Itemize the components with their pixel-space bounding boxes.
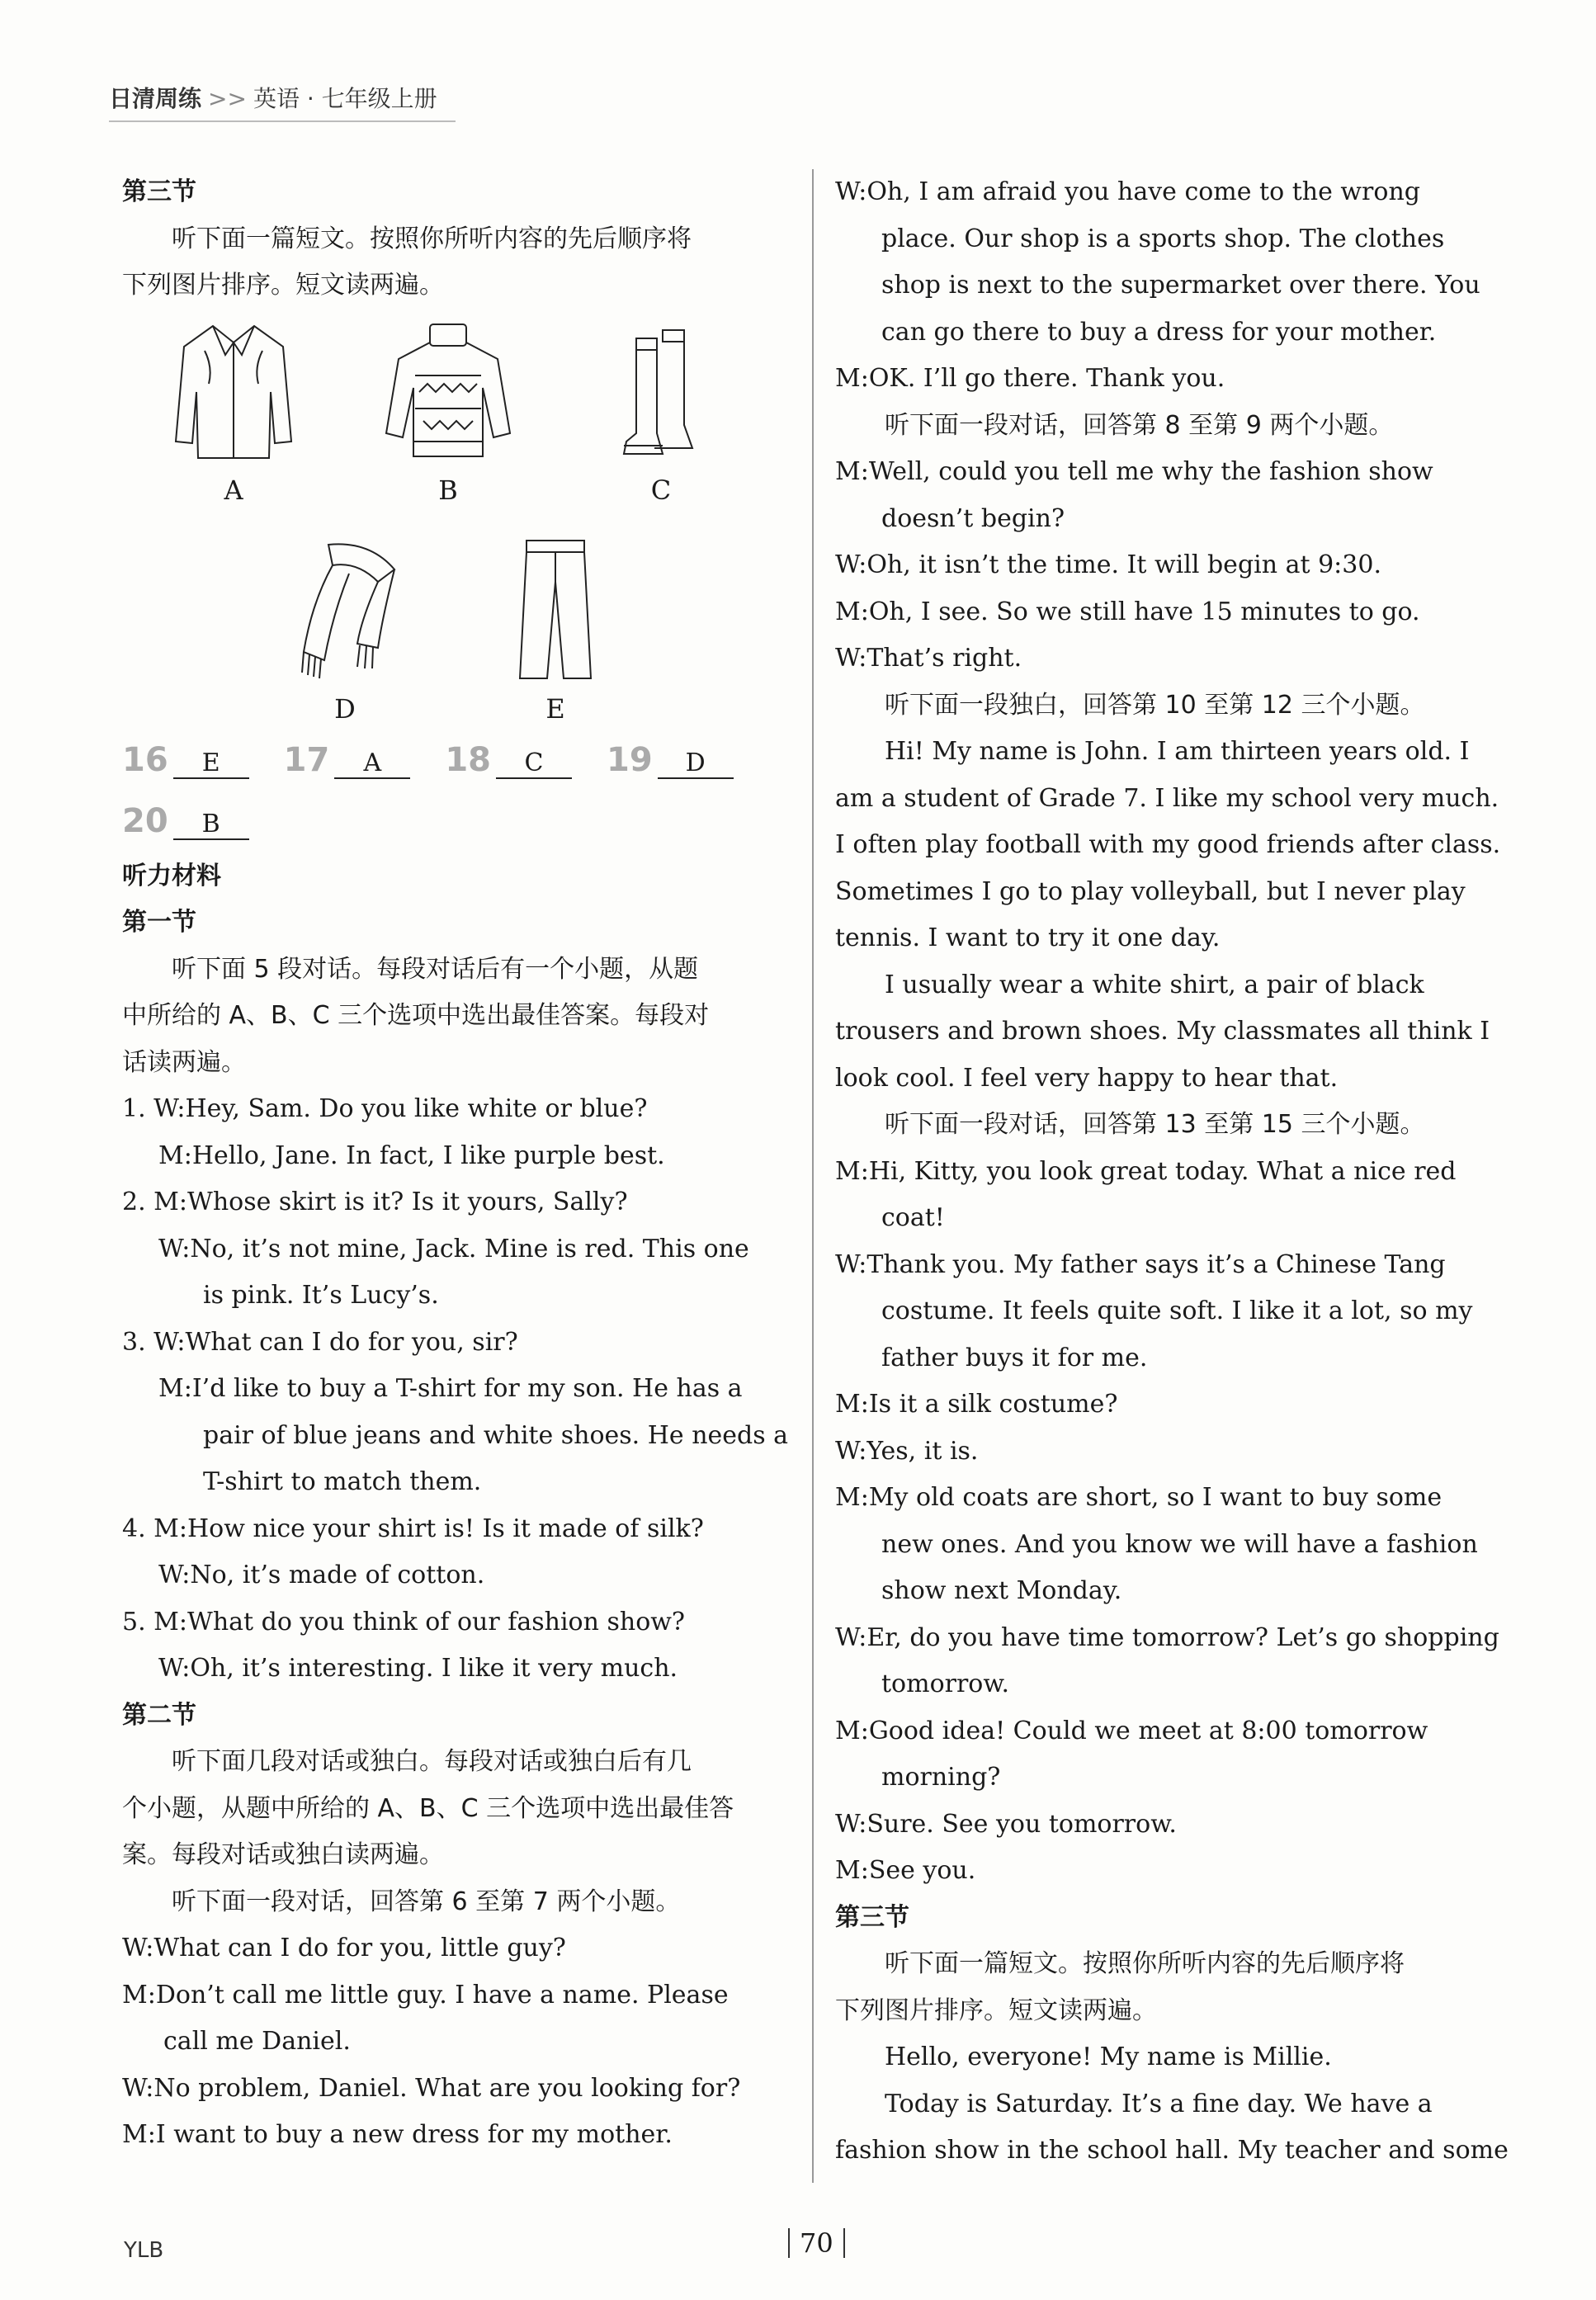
dialogue-line: shop is next to the supermarket over there. You <box>881 271 1480 300</box>
question-intro: 听下面一段对话，回答第 6 至第 7 两个小题。 <box>172 1887 681 1916</box>
dialogue-line: W:No problem, Daniel. What are you looking for? <box>122 2073 741 2103</box>
header-separator: >> <box>208 85 247 112</box>
dialogue-line: doesn’t begin? <box>881 503 1065 533</box>
dialogue-line: W:Sure. See you tomorrow. <box>835 1809 1177 1839</box>
answer-row <box>122 731 796 853</box>
section2-title: 第二节 <box>122 1700 196 1730</box>
question-number: 20 <box>122 801 168 840</box>
picture-b <box>378 318 518 506</box>
dialogue-line: can go there to buy a dress for your mother. <box>881 317 1437 347</box>
passage-line: trousers and brown shoes. My classmates all think I <box>835 1017 1490 1046</box>
dialogue-line: costume. It feels quite soft. I like it a lot, so my <box>881 1296 1473 1325</box>
dialogue-line: 3. W:What can I do for you, sir? <box>122 1327 518 1357</box>
instruction-line: 下列图片排序。短文读两遍。 <box>122 271 444 300</box>
picture-d <box>271 536 419 725</box>
column-divider <box>812 169 814 2183</box>
picture-label: D <box>334 692 356 725</box>
question-intro: 听下面一段对话，回答第 13 至第 15 三个小题。 <box>885 1110 1425 1139</box>
dialogue-line: M:My old coats are short, so I want to buy some <box>835 1483 1443 1512</box>
question-number: 19 <box>607 740 653 779</box>
dialogue-line: W:Thank you. My father says it’s a Chinese Tang <box>835 1249 1446 1279</box>
left-column <box>122 169 796 2159</box>
dialogue-line: 2. M:Whose skirt is it? Is it yours, Sally? <box>122 1188 628 1216</box>
answer-blank: B <box>173 810 249 840</box>
sweater-icon <box>382 318 514 466</box>
instruction-line: 听下面一篇短文。按照你所听内容的先后顺序将 <box>885 1949 1405 1978</box>
dialogue-line: pair of blue jeans and white shoes. He needs a <box>203 1420 789 1450</box>
footer-code: YLB <box>124 2238 164 2263</box>
question-number: 17 <box>283 740 330 779</box>
picture-grid <box>122 318 796 726</box>
question-intro: 听下面一段对话，回答第 8 至第 9 两个小题。 <box>885 410 1394 440</box>
dialogue-line: 4. M:How nice your shirt is! Is it made of silk? <box>122 1514 704 1543</box>
dialogue-line: W:No, it’s made of cotton. <box>158 1561 485 1589</box>
materials-title: 听力材料 <box>122 861 221 890</box>
passage-line: I usually wear a white shirt, a pair of black <box>885 970 1424 999</box>
dialogue-line: M:Oh, I see. So we still have 15 minutes to go. <box>835 597 1420 626</box>
blouse-icon <box>172 318 295 466</box>
instruction-line: 案。每段对话或独白读两遍。 <box>122 1840 444 1869</box>
passage-line: am a student of Grade 7. I like my school very much. <box>835 783 1499 813</box>
answer-item <box>122 731 249 792</box>
dialogue-line: W:That’s right. <box>835 644 1022 673</box>
page-header <box>109 81 437 114</box>
dialogue-line: 5. M:What do you think of our fashion show? <box>122 1607 686 1636</box>
dialogue-line: father buys it for me. <box>881 1343 1148 1372</box>
dialogue-line: new ones. And you know we will have a fashion <box>881 1529 1478 1559</box>
dialogue-line: W:Yes, it is. <box>835 1436 979 1466</box>
dialogue-line: coat! <box>881 1203 945 1232</box>
question-number: 16 <box>122 740 168 779</box>
picture-label: E <box>545 692 565 725</box>
scarf-icon <box>279 536 411 685</box>
picture-label: A <box>224 474 243 506</box>
section3-title: 第三节 <box>122 177 196 206</box>
instruction-line: 下列图片排序。短文读两遍。 <box>835 1995 1157 2025</box>
dialogue-line: M:I’d like to buy a T-shirt for my son. He has a <box>158 1374 743 1403</box>
instruction-line: 中所给的 A、B、C 三个选项中选出最佳答案。每段对 <box>122 1001 710 1030</box>
dialogue-line: 1. W:Hey, Sam. Do you like white or blue? <box>122 1094 648 1123</box>
boots-icon <box>611 318 711 466</box>
dialogue-line: tomorrow. <box>881 1670 1010 1698</box>
picture-e <box>485 536 626 725</box>
header-brand: 日清周练 <box>109 85 202 112</box>
section1-title: 第一节 <box>122 908 196 937</box>
page-number: 70 <box>788 2228 845 2258</box>
dialogue-line: M:Is it a silk costume? <box>835 1390 1118 1419</box>
dialogue-line: M:Well, could you tell me why the fashion show <box>835 457 1433 486</box>
passage-line: fashion show in the school hall. My teacher and some <box>835 2136 1509 2165</box>
section3-title: 第三节 <box>835 1902 909 1932</box>
dialogue-line: is pink. It’s Lucy’s. <box>203 1281 439 1310</box>
instruction-line: 话读两遍。 <box>122 1047 246 1077</box>
passage-line: tennis. I want to try it one day. <box>835 923 1221 952</box>
answer-blank: D <box>658 749 734 779</box>
dialogue-line: M:OK. I’ll go there. Thank you. <box>835 364 1225 393</box>
dialogue-line: M:See you. <box>835 1856 976 1885</box>
dialogue-line: W:Er, do you have time tomorrow? Let’s go shopping <box>835 1622 1499 1652</box>
dialogue-line: morning? <box>881 1763 1001 1792</box>
dialogue-line: W:No, it’s not mine, Jack. Mine is red. This one <box>158 1234 749 1263</box>
answer-item <box>122 792 249 853</box>
instruction-line: 听下面一篇短文。按照你所听内容的先后顺序将 <box>172 224 692 253</box>
header-rule <box>109 120 456 122</box>
question-number: 18 <box>445 740 492 779</box>
answer-blank: A <box>334 749 410 779</box>
dialogue-line: W:Oh, it’s interesting. I like it very much. <box>158 1654 678 1683</box>
passage-line: look cool. I feel very happy to hear that. <box>835 1063 1339 1093</box>
passage-line: I often play football with my good friends after class. <box>835 830 1501 859</box>
passage-line: Hi! My name is John. I am thirteen years old. I <box>885 737 1470 766</box>
instruction-line: 听下面 5 段对话。每段对话后有一个小题，从题 <box>172 954 699 984</box>
dialogue-line: T-shirt to match them. <box>203 1467 482 1496</box>
picture-a <box>163 318 304 506</box>
dialogue-line: M:Hello, Jane. In fact, I like purple best. <box>158 1141 665 1170</box>
instruction-line: 个小题，从题中所给的 A、B、C 三个选项中选出最佳答 <box>122 1793 734 1823</box>
dialogue-line: M:Good idea! Could we meet at 8:00 tomorrow <box>835 1716 1428 1745</box>
passage-line: Today is Saturday. It’s a fine day. We have a <box>885 2089 1433 2118</box>
dialogue-line: W:Oh, I am afraid you have come to the wrong <box>835 177 1420 206</box>
picture-c <box>591 318 731 506</box>
question-intro: 听下面一段独白，回答第 10 至第 12 三个小题。 <box>885 690 1425 720</box>
header-subject: 英语 · 七年级上册 <box>253 85 437 112</box>
picture-label: C <box>650 474 672 506</box>
right-column <box>835 169 1513 2175</box>
trousers-icon <box>510 536 601 685</box>
answer-blank: C <box>496 749 572 779</box>
answer-item <box>607 731 734 792</box>
picture-label: B <box>438 474 458 506</box>
passage-line: Sometimes I go to play volleyball, but I never play <box>835 876 1466 906</box>
dialogue-line: M:I want to buy a new dress for my mother. <box>122 2120 673 2149</box>
answer-item <box>284 731 411 792</box>
instruction-line: 听下面几段对话或独白。每段对话或独白后有几 <box>172 1747 692 1776</box>
passage-line: Hello, everyone! My name is Millie. <box>885 2043 1332 2071</box>
dialogue-line: M:Don’t call me little guy. I have a name. Please <box>122 1980 729 2010</box>
dialogue-line: call me Daniel. <box>163 2027 351 2056</box>
answer-item <box>445 731 572 792</box>
dialogue-line: W:Oh, it isn’t the time. It will begin at 9:30. <box>835 550 1381 579</box>
dialogue-line: place. Our shop is a sports shop. The clothes <box>881 224 1445 253</box>
dialogue-line: show next Monday. <box>881 1576 1122 1605</box>
dialogue-line: W:What can I do for you, little guy? <box>122 1934 566 1962</box>
dialogue-line: M:Hi, Kitty, you look great today. What a nice red <box>835 1156 1457 1186</box>
answer-blank: E <box>173 749 249 779</box>
